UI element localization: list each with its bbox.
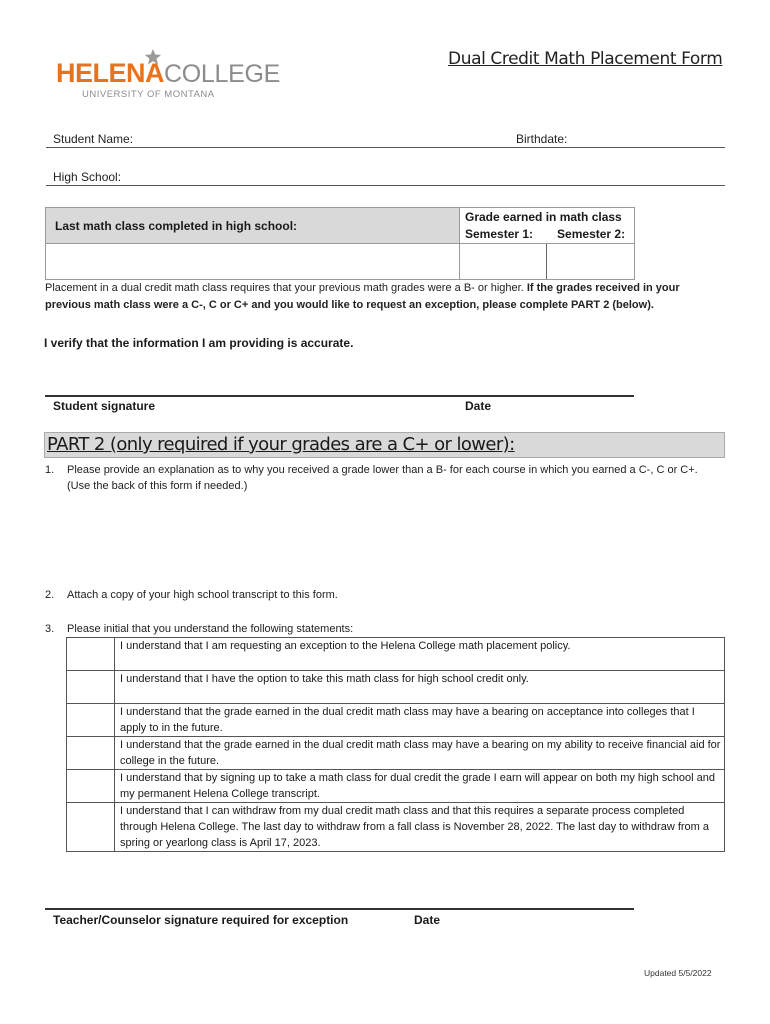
initial-box[interactable]	[67, 671, 115, 704]
semester-2-input[interactable]	[547, 244, 635, 280]
logo-subtitle: UNIVERSITY OF MONTANA	[82, 89, 215, 100]
statements-table	[66, 637, 725, 852]
initial-box[interactable]	[67, 803, 115, 852]
grade-earned-label: Grade earned in math class	[465, 209, 622, 224]
item-3-text: Please initial that you understand the following statements:	[67, 623, 354, 635]
initial-box[interactable]	[67, 770, 115, 803]
statement-text: I understand that I am requesting an exception to the Helena College math placement policy.	[115, 638, 725, 671]
item-2-text: Attach a copy of your high school transcript to this form.	[67, 589, 338, 601]
semester-2-label: Semester 2:	[557, 226, 626, 241]
placement-paragraph	[45, 280, 725, 314]
semester-1-label: Semester 1:	[465, 226, 534, 241]
logo-helena: HELENA	[56, 58, 165, 88]
student-date-label: Date	[465, 399, 492, 413]
last-math-class-input[interactable]	[46, 244, 460, 280]
item-1-subtext: (Use the back of this form if needed.)	[67, 480, 248, 492]
placement-exception-text: If the grades received in your previous math class were a C-, C or C+ and you would like to request an exception, please complete PART 2 (below).	[45, 282, 680, 311]
form-title: Dual Credit Math Placement Form	[448, 49, 723, 69]
item-1-number: 1.	[45, 464, 55, 476]
student-signature-line[interactable]	[45, 395, 634, 397]
verify-statement: I verify that the information I am providing is accurate.	[44, 336, 354, 350]
student-name-field[interactable]	[46, 130, 725, 148]
statement-text: I understand that I can withdraw from my dual credit math class and that this requires a separate process completed through Helena College. The last day to withdraw from a fall class is November 28, 2022. The last day to withdraw from a spring or yearlong class is April 17, 2023.	[115, 803, 725, 852]
updated-date: Updated 5/5/2022	[644, 968, 712, 978]
semester-labels	[465, 226, 634, 243]
logo-college: COLLEGE	[164, 60, 281, 88]
counselor-date-label: Date	[414, 913, 441, 927]
initial-box[interactable]	[67, 704, 115, 737]
part2-header-bar	[44, 432, 725, 458]
item-2-number: 2.	[45, 589, 55, 601]
statement-text: I understand that the grade earned in the dual credit math class may have a bearing on acceptance into colleges that I apply to in the future.	[115, 704, 725, 737]
item-1-text: Please provide an explanation as to why you received a grade lower than a B- for each course in which you earned a C-, C or C+.	[67, 464, 698, 476]
part2-heading: PART 2 (only required if your grades are a C+ or lower):	[47, 434, 515, 455]
statement-text: I understand that the grade earned in the dual credit math class may have a bearing on my ability to receive financial aid for college in the future.	[115, 737, 725, 770]
math-class-table	[45, 207, 635, 280]
birthdate-label: Birthdate:	[516, 132, 568, 146]
student-name-label: Student Name:	[53, 132, 134, 146]
high-school-label: High School:	[53, 170, 122, 184]
high-school-field[interactable]	[46, 168, 725, 186]
student-signature-label: Student signature	[53, 399, 156, 413]
logo-wordmark	[56, 60, 280, 87]
counselor-signature-line[interactable]	[45, 908, 634, 910]
last-math-class-header	[46, 208, 460, 244]
counselor-signature-label: Teacher/Counselor signature required for exception	[53, 913, 349, 927]
semester-1-input[interactable]	[460, 244, 547, 280]
item-3-number: 3.	[45, 623, 55, 635]
statement-text: I understand that I have the option to take this math class for high school credit only.	[115, 671, 725, 704]
grade-earned-header	[460, 208, 635, 244]
initial-box[interactable]	[67, 638, 115, 671]
last-math-class-label: Last math class completed in high school:	[55, 218, 298, 233]
placement-text: Placement in a dual credit math class requires that your previous math grades were a B- or higher.	[45, 282, 524, 294]
initial-box[interactable]	[67, 737, 115, 770]
helena-college-logo	[56, 52, 281, 104]
statement-text: I understand that by signing up to take a math class for dual credit the grade I earn will appear on both my high school and my permanent Helena College transcript.	[115, 770, 725, 803]
